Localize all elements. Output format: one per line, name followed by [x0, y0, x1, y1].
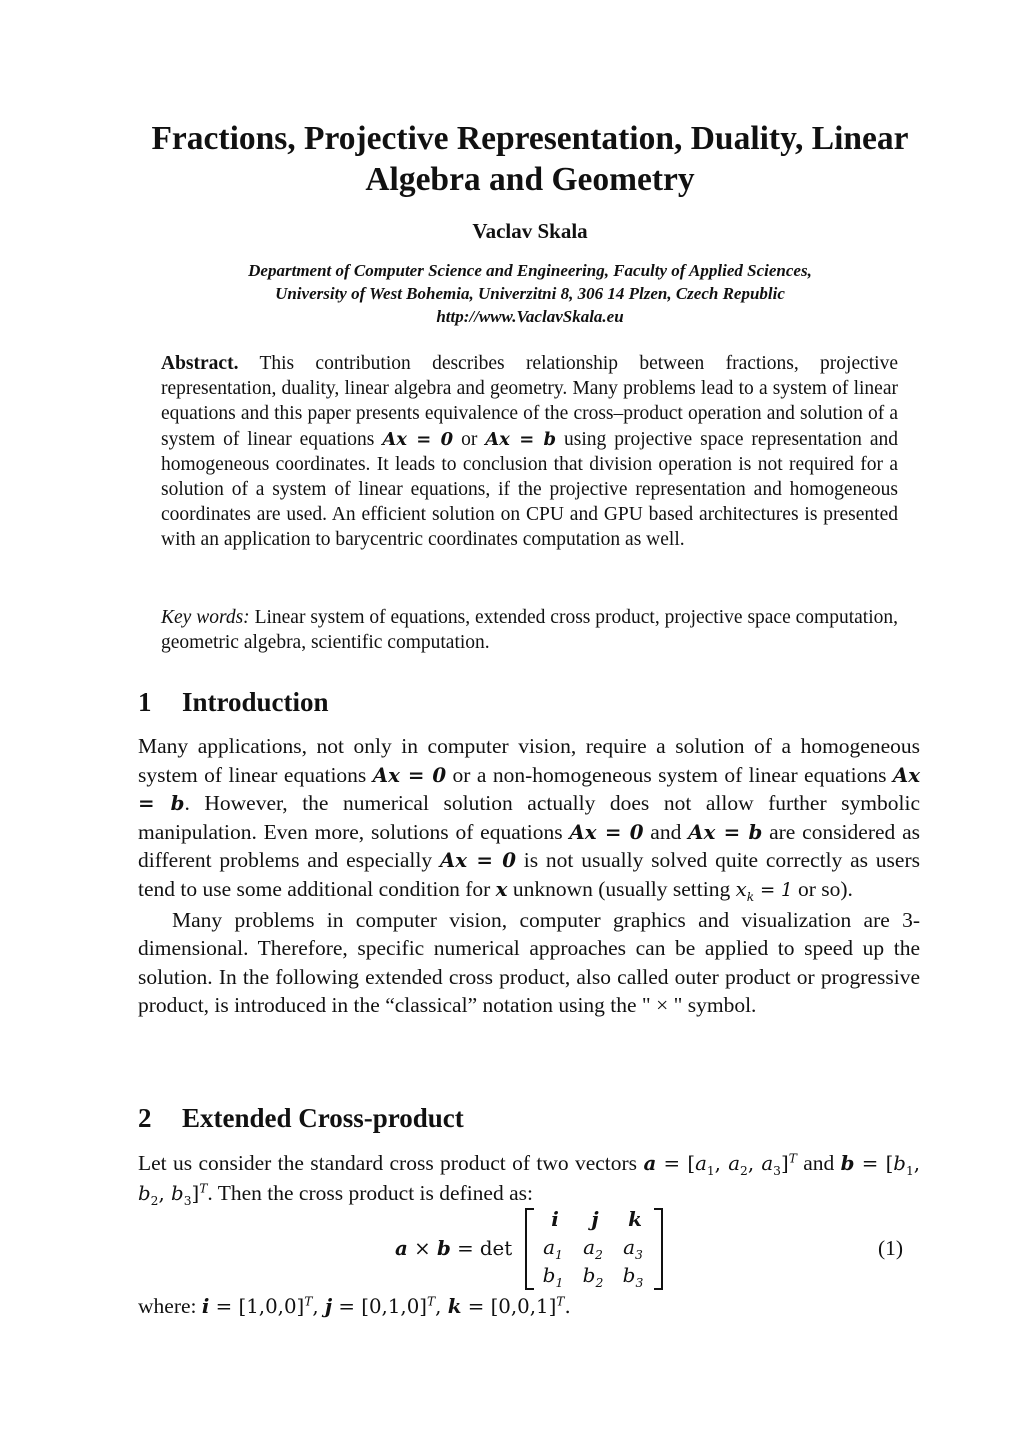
text-run: is not usually solved quite correctly as users tend to use some additional condition for — [138, 848, 920, 901]
section-2-heading — [138, 1102, 464, 1134]
paper-title — [100, 118, 960, 200]
text-run: are considered as different problems and especially — [138, 819, 920, 873]
section-1-heading — [138, 686, 329, 718]
where-label: where: — [138, 1294, 197, 1318]
section-1-paragraph-1 — [138, 732, 920, 906]
section-1-number: 1 — [138, 687, 152, 717]
matrix-cell: $a_1$ — [543, 1235, 563, 1262]
text-run: Let us consider the standard cross product of two vectors — [138, 1151, 638, 1175]
text-run: . However, the numerical solution actually does not allow further symbolic manipulation. Even more, solutions of equations — [138, 791, 920, 844]
section-2-title: Extended Cross-product — [182, 1103, 464, 1133]
unit-vector-i: i — [201, 1294, 210, 1318]
matrix-cell: j — [591, 1207, 599, 1231]
equation-lhs: a × b = det — [395, 1236, 513, 1260]
keywords-text: Linear system of equations, extended cross product, projective space computation, geometric algebra, scientific computation. — [161, 607, 898, 654]
affiliation-line-2: University of West Bohemia, Univerzitni 8, 306 14 Plzen, Czech Republic — [275, 284, 785, 303]
text-run: Many applications, not only in computer vision, require a solution of a homogeneous system of linear equations — [138, 734, 920, 787]
section-2-body — [138, 1149, 920, 1208]
math-rest: = 1 — [754, 879, 793, 901]
text-run: . Then the cross product is defined as: — [207, 1180, 533, 1205]
math-inline: Ax = 0 — [569, 819, 644, 844]
text-run: or so). — [797, 876, 853, 901]
abstract-eq-2: Ax = b — [485, 428, 557, 450]
math-subscript: k — [746, 889, 755, 904]
title-line-1: Fractions, Projective Representation, Duality, Linear — [151, 120, 909, 157]
math-inline: Ax = b — [688, 819, 763, 844]
vector-a-definition: a — [643, 1151, 657, 1175]
text-run: or a non-homogeneous system of linear equations — [452, 762, 887, 787]
text-run: and — [803, 1151, 835, 1175]
unit-vector-k: k — [447, 1294, 462, 1318]
matrix-cell: i — [551, 1207, 559, 1231]
affiliation-line-1: Department of Computer Science and Engineering, Faculty of Applied Sciences, — [248, 261, 812, 280]
section-2-number: 2 — [138, 1103, 152, 1133]
math-inline: Ax = 0 — [372, 762, 447, 787]
section-2-paragraph-1 — [138, 1149, 920, 1208]
matrix-cell: $a_2$ — [583, 1235, 603, 1262]
text-run: and — [650, 819, 682, 844]
vector-b-definition: b — [840, 1151, 855, 1175]
section-1-body — [138, 732, 920, 1020]
math-inline: x — [495, 876, 508, 901]
abstract-text-1: This contribution describes relationship between fractions, projective representation, duality, linear algebra and geometry. Many problems lead to a system of linear equations and this paper presents equivalence of the cross–product operation and solution of a system of linear equations — [161, 353, 898, 450]
abstract-text-2: using projective space representation and homogeneous coordinates. It leads to conclusion that division operation is not required for a solution of a system of linear equations, if the projective representation and homogeneous coordinates are used. An efficient solution on CPU and GPU based architectures is presented with an application to barycentric coordinates computation as well. — [161, 428, 898, 551]
math-inline: = [$b_1$, $b_2$, $b_3]^T$ — [138, 1152, 921, 1208]
section-1-paragraph-2: Many problems in computer vision, computer graphics and visualization are 3-dimensional. Therefore, specific numerical approaches can be applied to speed up the solution. In the following extended cross product, also called outer product or progressive product, is introduced in the “classical” notation using the " × " symbol. — [138, 907, 920, 1018]
abstract — [161, 351, 898, 553]
right-bracket — [654, 1208, 663, 1290]
title-line-2: Algebra and Geometry — [365, 161, 695, 198]
abstract-eq-1: Ax = 0 — [382, 428, 454, 450]
text-run: unknown (usually setting — [512, 876, 731, 901]
matrix-cell: $b_1$ — [542, 1263, 564, 1290]
matrix-cell: $b_3$ — [622, 1263, 644, 1290]
equation-number: (1) — [878, 1236, 904, 1260]
matrix-cell: k — [628, 1207, 642, 1231]
keywords — [161, 605, 898, 655]
determinant-matrix — [525, 1206, 663, 1290]
affiliation-url[interactable]: http://www.VaclavSkala.eu — [436, 307, 624, 326]
keywords-label: Key words: — [161, 607, 250, 628]
math-inline: Ax = b — [138, 762, 921, 816]
unit-vector-j: j — [324, 1294, 333, 1318]
where-line: where: $i = [1,0,0]^T$, $j = [0,1,0]^T$, $k = [0,0,1]^T$. — [138, 1294, 571, 1318]
abstract-or: or — [461, 428, 478, 450]
math-var: x — [735, 877, 747, 901]
matrix-cell: $a_3$ — [623, 1235, 643, 1262]
abstract-label: Abstract. — [161, 353, 239, 374]
matrix-cell: $b_2$ — [582, 1263, 604, 1290]
affiliation — [100, 259, 960, 328]
math-inline: = [$a_1$, $a_2$, $a_3]^T$ — [656, 1151, 797, 1178]
section-1-title: Introduction — [182, 687, 329, 717]
author-name: Vaclav Skala — [472, 219, 588, 243]
math-inline — [735, 877, 793, 904]
math-inline: Ax = 0 — [439, 848, 516, 873]
